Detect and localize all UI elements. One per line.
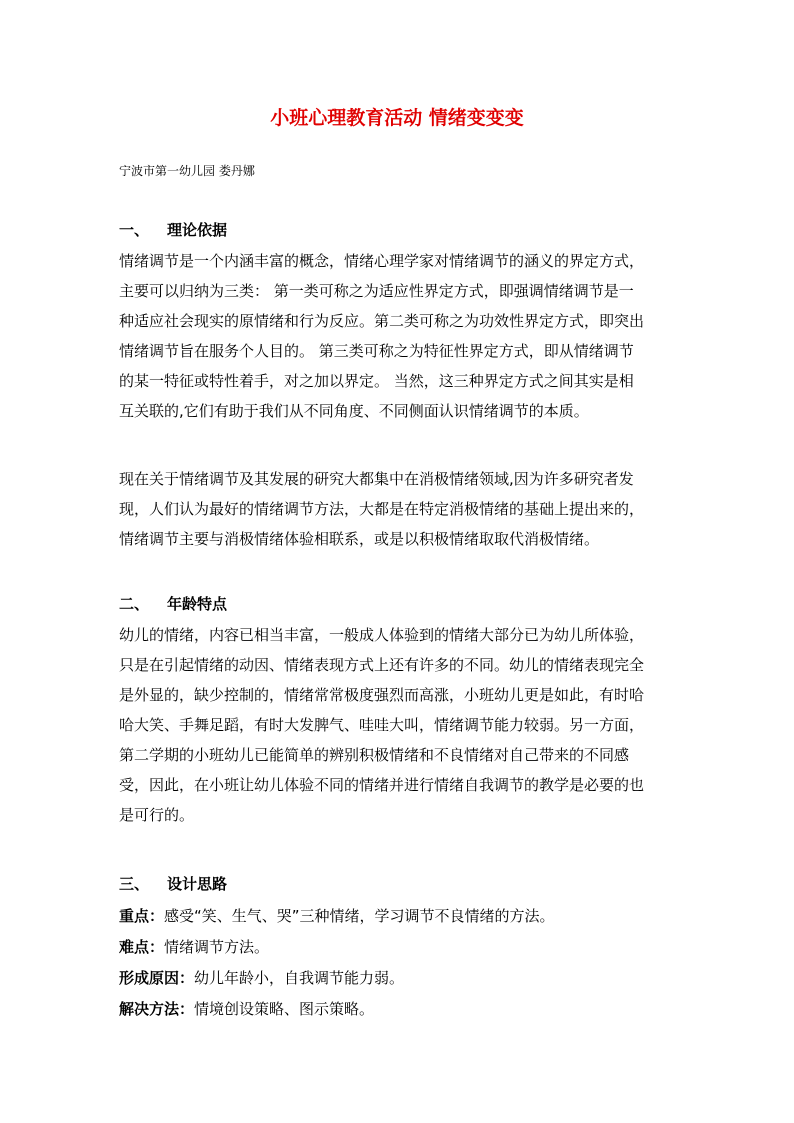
text-line: 只是在引起情绪的动因、情绪表现方式上还有许多的不同。幼儿的情绪表现完全	[119, 656, 645, 674]
text-line: 现在关于情绪调节及其发展的研究大都集中在消极情绪领域,因为许多研究者发	[119, 470, 634, 488]
text-line: 是可行的。	[119, 806, 195, 824]
section-heading-design	[119, 873, 227, 895]
text-line: 第二学期的小班幼儿已能简单的辨别积极情绪和不良情绪对自己带来的不同感	[119, 746, 630, 764]
section-number: 一、	[119, 221, 150, 239]
section-heading-theory	[119, 219, 227, 241]
paragraph-theory-1	[119, 246, 679, 426]
text-line: 现，人们认为最好的情绪调节方法，大都是在特定消极情绪的基础上提出来的，	[119, 500, 645, 518]
section-heading-age	[119, 593, 227, 615]
paragraph-theory-2	[119, 464, 679, 554]
text-line: 主要可以归纳为三类： 第一类可称之为适应性界定方式，即强调情绪调节是一	[119, 282, 634, 300]
item-text: 情境创设策略、图示策略。	[194, 1000, 375, 1018]
section-title: 理论依据	[167, 221, 228, 239]
author-line: 宁波市第一幼儿园 娄丹娜	[119, 164, 255, 178]
text-line: 情绪调节是一个内涵丰富的概念，情绪心理学家对情绪调节的涵义的界定方式，	[119, 252, 645, 270]
text-line: 情绪调节主要与消极情绪体验相联系，或是以积极情绪取取代消极情绪。	[119, 530, 600, 548]
text-line: 受，因此，在小班让幼儿体验不同的情绪并进行情绪自我调节的教学是必要的也	[119, 776, 645, 794]
section-number: 二、	[119, 595, 150, 613]
item-text: 感受“笑、生气、哭”三种情绪，学习调节不良情绪的方法。	[164, 907, 555, 925]
design-item-cause	[119, 963, 404, 993]
text-line: 哈大笑、手舞足蹈，有时大发脾气、哇哇大叫，情绪调节能力较弱。另一方面，	[119, 716, 645, 734]
paragraph-age	[119, 620, 679, 830]
document-title: 小班心理教育活动 情绪变变变	[270, 107, 524, 129]
text-line: 互关联的,它们有助于我们从不同角度、不同侧面认识情绪调节的本质。	[119, 402, 589, 420]
item-label: 难点：	[119, 938, 165, 956]
text-line: 情绪调节旨在服务个人目的。 第三类可称之为特征性界定方式，即从情绪调节	[119, 342, 634, 360]
design-item-difficulty	[119, 932, 269, 962]
item-label: 形成原因：	[119, 969, 195, 987]
design-item-key-point	[119, 901, 555, 931]
design-item-solution	[119, 994, 374, 1024]
section-title: 设计思路	[167, 875, 228, 893]
text-line: 的某一特征或特性着手，对之加以界定。 当然，这三种界定方式之间其实是相	[119, 372, 634, 390]
text-line: 幼儿的情绪，内容已相当丰富，一般成人体验到的情绪大部分已为幼儿所体验，	[119, 626, 645, 644]
text-line: 是外显的，缺少控制的，情绪常常极度强烈而高涨，小班幼儿更是如此，有时哈	[119, 686, 645, 704]
item-text: 情绪调节方法。	[164, 938, 270, 956]
item-text: 幼儿年龄小，自我调节能力弱。	[194, 969, 405, 987]
item-label: 解决方法：	[119, 1000, 195, 1018]
text-line: 种适应社会现实的原情绪和行为反应。第二类可称之为功效性界定方式，即突出	[119, 312, 645, 330]
section-number: 三、	[119, 875, 150, 893]
section-title: 年龄特点	[167, 595, 228, 613]
item-label: 重点：	[119, 907, 165, 925]
